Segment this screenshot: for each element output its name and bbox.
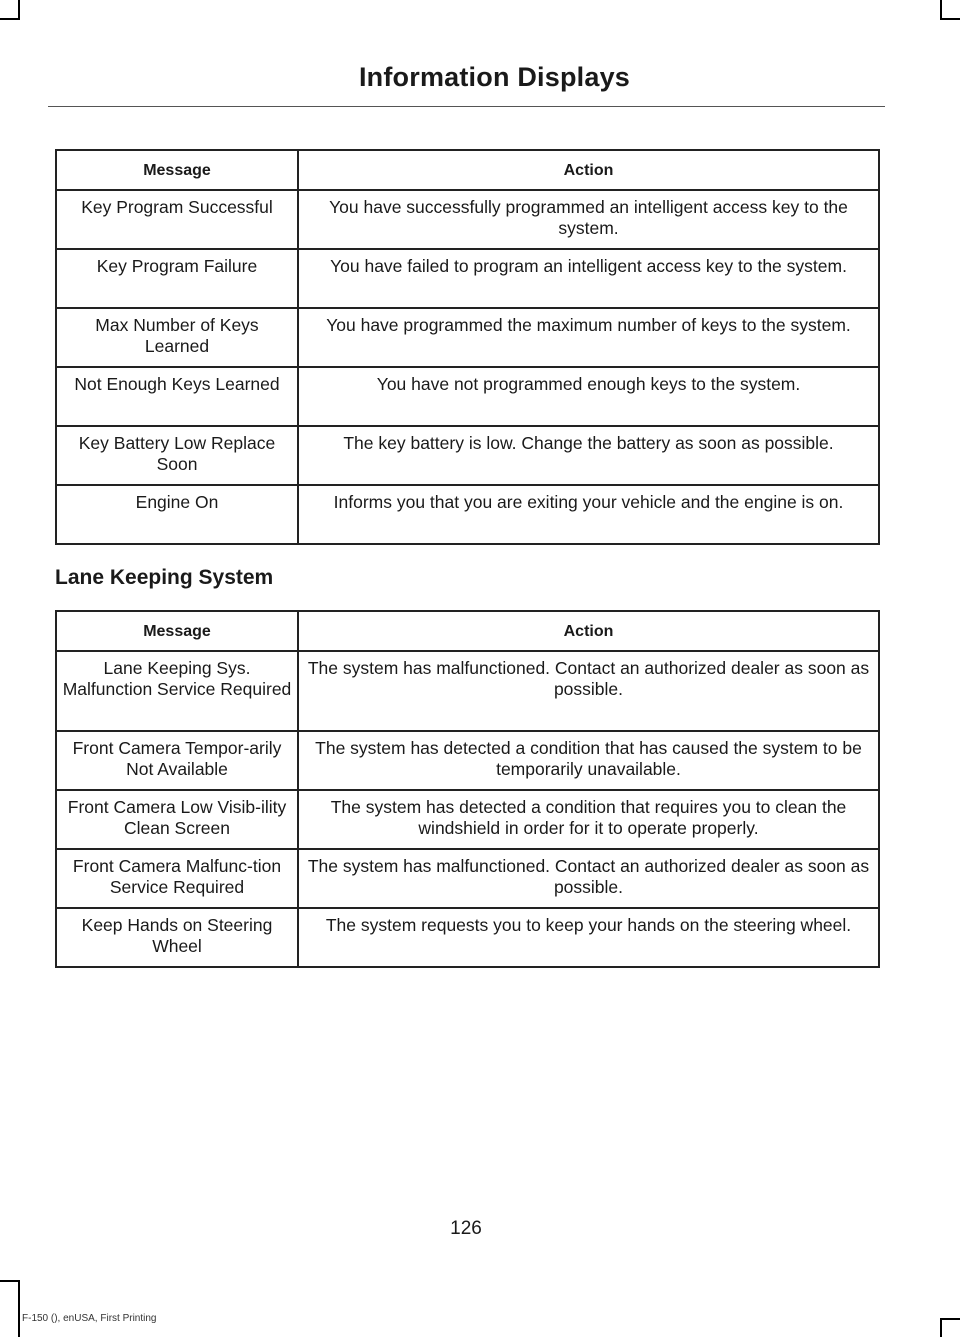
message-cell: Engine On	[56, 485, 298, 544]
key-messages-table	[55, 149, 880, 545]
message-cell: Key Program Successful	[56, 190, 298, 249]
message-cell: Front Camera Malfunc-tion Service Required	[56, 849, 298, 908]
message-cell: Key Program Failure	[56, 249, 298, 308]
page-title: Information Displays	[358, 62, 630, 92]
action-cell: You have failed to program an intelligent access key to the system.	[298, 249, 879, 308]
message-cell: Front Camera Tempor-arily Not Available	[56, 731, 298, 790]
footer-text: F-150 (), enUSA, First Printing	[22, 1313, 157, 1324]
message-cell: Key Battery Low Replace Soon	[56, 426, 298, 485]
action-cell: The system has malfunctioned. Contact an authorized dealer as soon as possible.	[298, 849, 879, 908]
message-cell: Front Camera Low Visib-ility Clean Screen	[56, 790, 298, 849]
action-cell: You have programmed the maximum number of keys to the system.	[298, 308, 879, 367]
table-row	[56, 790, 879, 849]
table-row	[56, 485, 879, 544]
message-cell: Lane Keeping Sys. Malfunction Service Required	[56, 651, 298, 731]
action-cell: You have not programmed enough keys to the system.	[298, 367, 879, 426]
crop-mark	[940, 1318, 960, 1320]
crop-mark	[0, 18, 20, 20]
action-cell: Informs you that you are exiting your vehicle and the engine is on.	[298, 485, 879, 544]
table-row	[56, 308, 879, 367]
table-header-row	[56, 150, 879, 190]
crop-mark	[940, 18, 960, 20]
table-row	[56, 426, 879, 485]
column-header-message: Message	[56, 150, 298, 190]
crop-mark	[940, 1318, 942, 1337]
table-header-row	[56, 611, 879, 651]
table-row	[56, 908, 879, 967]
table-row	[56, 849, 879, 908]
action-cell: The system requests you to keep your hands on the steering wheel.	[298, 908, 879, 967]
column-header-action: Action	[298, 150, 879, 190]
table-row	[56, 651, 879, 731]
crop-mark	[0, 1280, 20, 1282]
column-header-action: Action	[298, 611, 879, 651]
table-row	[56, 367, 879, 426]
message-cell: Keep Hands on Steering Wheel	[56, 908, 298, 967]
page-number: 126	[450, 1218, 482, 1239]
column-header-message: Message	[56, 611, 298, 651]
lane-keeping-messages-table	[55, 610, 880, 968]
message-cell: Not Enough Keys Learned	[56, 367, 298, 426]
table-row	[56, 190, 879, 249]
crop-mark	[18, 0, 20, 20]
action-cell: You have successfully programmed an intelligent access key to the system.	[298, 190, 879, 249]
message-cell: Max Number of Keys Learned	[56, 308, 298, 367]
table-row	[56, 731, 879, 790]
crop-mark	[18, 1280, 20, 1337]
header-divider	[48, 106, 885, 107]
action-cell: The system has malfunctioned. Contact an authorized dealer as soon as possible.	[298, 651, 879, 731]
action-cell: The system has detected a condition that requires you to clean the windshield in order for it to operate properly.	[298, 790, 879, 849]
section-heading: Lane Keeping System	[55, 566, 274, 589]
action-cell: The system has detected a condition that has caused the system to be temporarily unavailable.	[298, 731, 879, 790]
crop-mark	[940, 0, 942, 20]
table-row	[56, 249, 879, 308]
action-cell: The key battery is low. Change the battery as soon as possible.	[298, 426, 879, 485]
